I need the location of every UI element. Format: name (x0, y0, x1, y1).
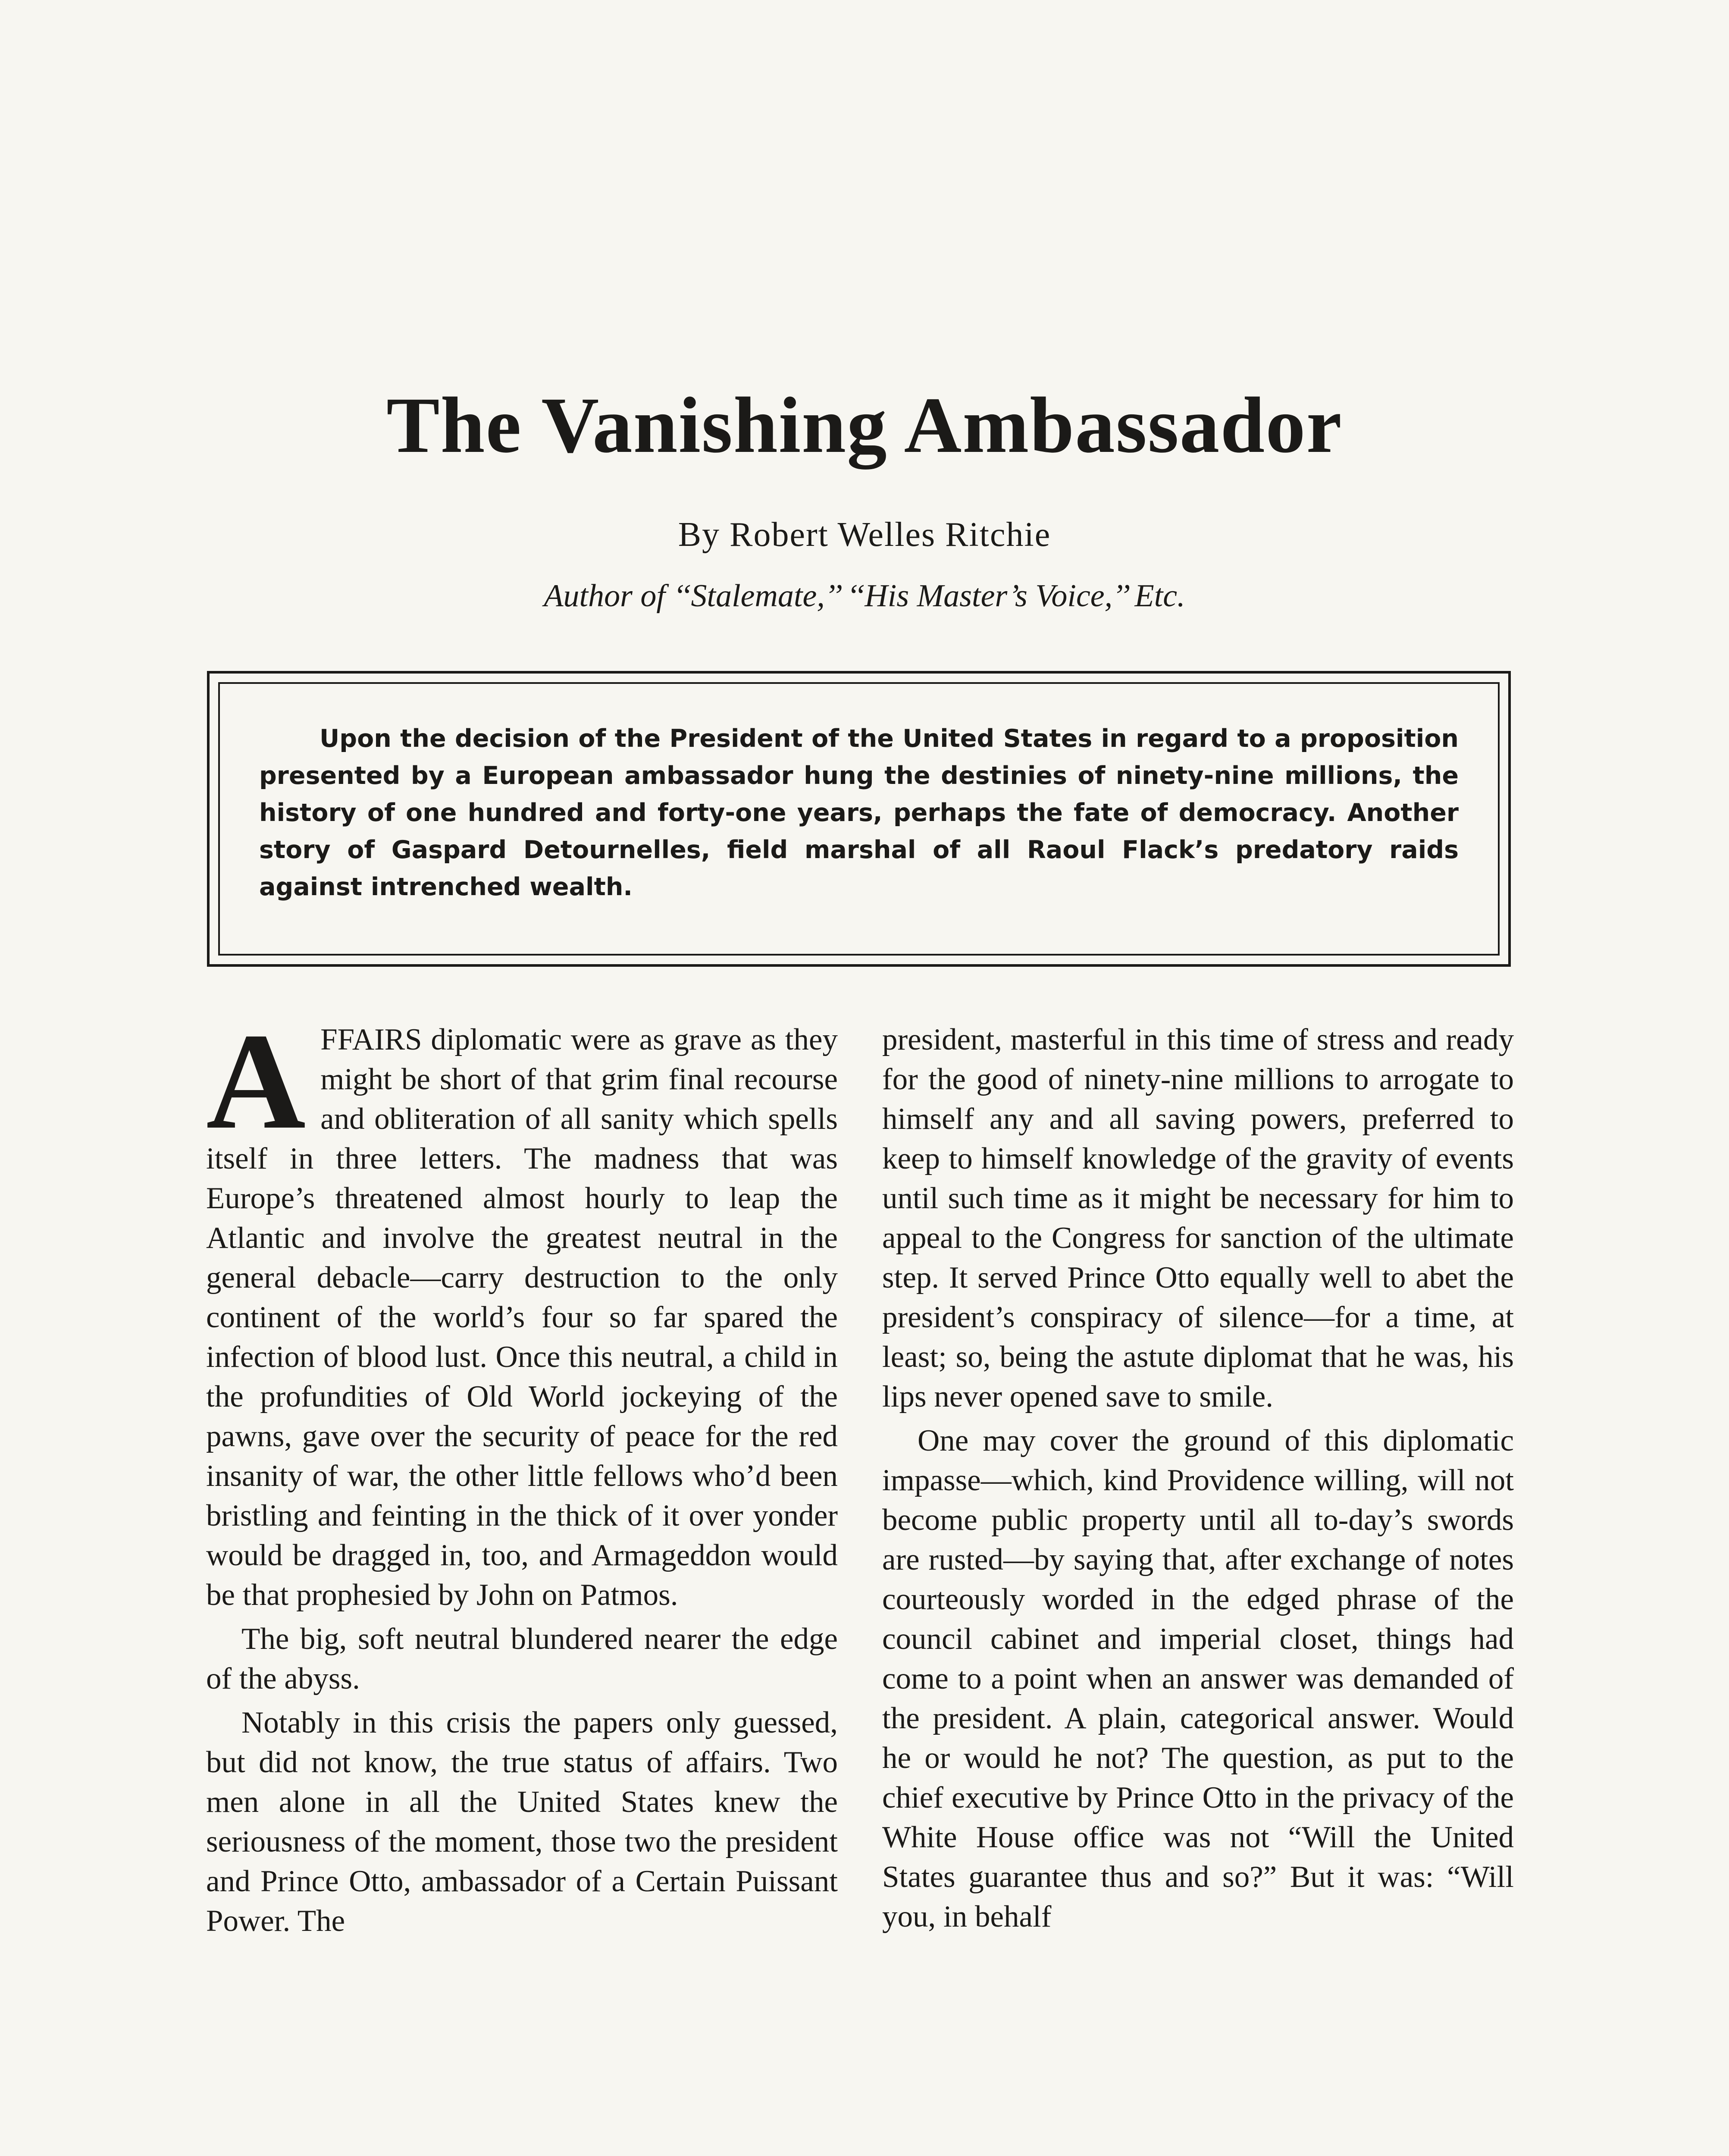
drop-cap: A (206, 1005, 306, 1158)
body-paragraph (206, 1005, 838, 1615)
body-paragraph: The big, soft neutral blundered nearer the edge of the abyss. (206, 1622, 838, 1695)
byline: By Robert Welles Ritchie (678, 516, 1051, 554)
text-column-right (882, 1020, 1514, 1941)
article-title: The Vanishing Ambassador (386, 381, 1343, 470)
body-paragraph: president, masterful in this time of stress and ready for the good of ninety-nine millions to arrogate to himself any and all saving powers, preferred to keep to himself knowledge of the gravity of events until such time as it might be necessary for him to appeal to the Congress for sanction of the ultimate step. It served Prince Otto equally well to abet the president’s conspiracy of silence—for a time, at least; so, being the astute diplomat that he was, his lips never opened save to smile. (882, 1023, 1514, 1413)
body-paragraph: Notably in this crisis the papers only guessed, but did not know, the true status of affairs. Two men alone in all the United States knew the seriousness of the moment, those two the president and Prince Otto, ambassador of a Certain Puissant Power. The (206, 1706, 838, 1938)
summary-paragraph: Upon the decision of the President of the United States in regard to a proposition presented by a European ambassador hung the destinies of ninety-nine millions, the history of one hundred and forty-one years, perhaps the fate of democracy. Another story of Gaspard Detournelles, field marshal of all Raoul Flack’s predatory raids against intrenched wealth. (259, 724, 1459, 901)
text-column-left (206, 1005, 838, 1945)
summary-text (259, 720, 1459, 906)
body-paragraph: One may cover the ground of this diplomatic impasse—which, kind Providence willing, will not become public property until all to-day’s swords are rusted—by saying that, after exchange of notes courteously worded in the edged phrase of the council cabinet and imperial closet, things had come to a point when an answer was demanded of the president. A plain, categorical answer. Would he or would he not? The question, as put to the chief executive by Prince Otto in the privacy of the White House office was not “Will the United States guarantee thus and so?” But it was: “Will you, in behalf (882, 1424, 1514, 1934)
author-credits: Author of ‘‘Stalemate,’’ ‘‘His Master’s Voice,’’ Etc. (544, 578, 1185, 614)
body-paragraph-text: FFAIRS diplomatic were as grave as they might be short of that grim final recourse and obliteration of all sanity which spells itself in three letters. The madness that was Europe’s threatened almost hourly to leap the Atlantic and involve the greatest neutral in the general debacle—carry destruction to the only continent of the world’s four so far spared the infection of blood lust. Once this neutral, a child in the profundities of Old World jockeying of the pawns, gave over the security of peace for the red insanity of war, the other little fellows who’d been bristling and feinting in the thick of it over yonder would be dragged in, too, and Armageddon would be that prophesied by John on Patmos. (206, 1023, 838, 1612)
summary-box (207, 671, 1511, 967)
